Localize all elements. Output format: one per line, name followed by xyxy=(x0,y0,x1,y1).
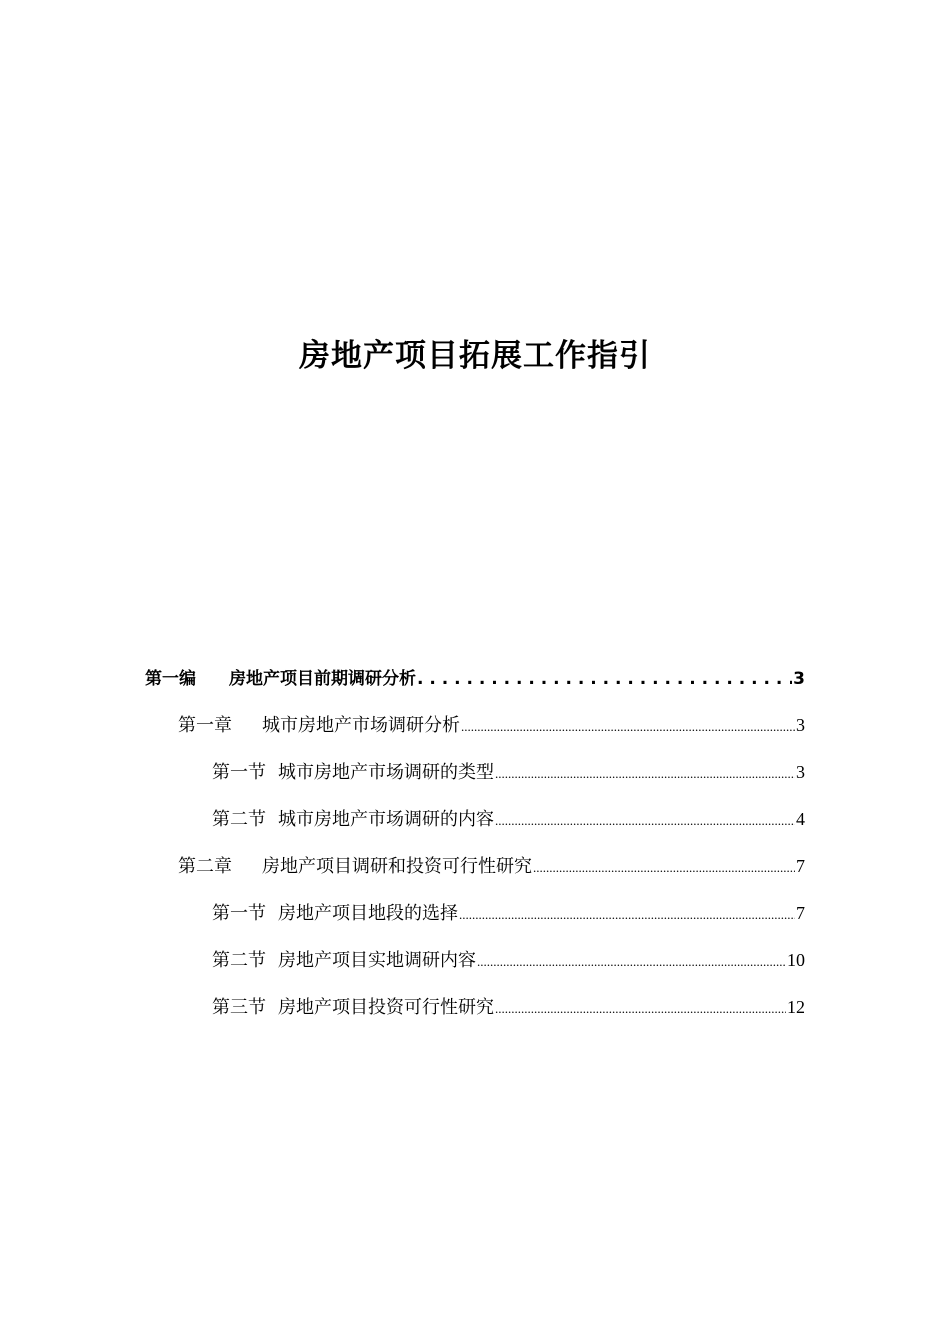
document-title: 房地产项目拓展工作指引 xyxy=(299,338,651,374)
toc-entry-title: 城市房地产市场调研分析 xyxy=(262,715,460,735)
toc-entry-number: 第一编 xyxy=(145,669,196,689)
toc-entry-title: 房地产项目地段的选择 xyxy=(278,903,458,923)
toc-entry-title: 城市房地产市场调研的类型 xyxy=(278,762,494,782)
toc-entry-number: 第一节 xyxy=(212,762,266,782)
toc-entry-number: 第三节 xyxy=(212,997,266,1017)
toc-dot-leader xyxy=(477,950,786,971)
toc-entry-number: 第二节 xyxy=(212,809,266,829)
toc-entry-chapter-2[interactable] xyxy=(178,852,805,882)
toc-entry-part-1[interactable] xyxy=(145,664,805,694)
toc-dot-leader xyxy=(461,715,795,736)
toc-entry-number: 第一节 xyxy=(212,903,266,923)
toc-dot-leader xyxy=(495,809,795,830)
toc-entry-chapter-1[interactable] xyxy=(178,711,805,741)
toc-entry-title: 城市房地产市场调研的内容 xyxy=(278,809,494,829)
toc-dot-leader xyxy=(495,762,795,783)
toc-entry-section-2-1[interactable] xyxy=(212,899,805,929)
toc-entry-title: 房地产项目投资可行性研究 xyxy=(278,997,494,1017)
toc-entry-number: 第一章 xyxy=(178,715,232,735)
toc-entry-number: 第二章 xyxy=(178,856,232,876)
toc-entry-page: 12 xyxy=(787,997,805,1017)
toc-entry-section-2-3[interactable] xyxy=(212,993,805,1023)
toc-entry-page: 7 xyxy=(796,856,805,876)
toc-entry-title: 房地产项目实地调研内容 xyxy=(278,950,476,970)
toc-entry-section-2-2[interactable] xyxy=(212,946,805,976)
toc-dot-leader xyxy=(533,856,795,877)
toc-dot-leader xyxy=(495,997,786,1018)
toc-dot-leader xyxy=(459,903,795,924)
toc-entry-page: 4 xyxy=(796,809,805,829)
toc-entry-page: 7 xyxy=(796,903,805,923)
toc-entry-page: 3 xyxy=(796,715,805,735)
toc-entry-section-1-1[interactable] xyxy=(212,758,805,788)
toc-entry-page: 10 xyxy=(787,950,805,970)
toc-entry-number: 第二节 xyxy=(212,950,266,970)
toc-dot-leader xyxy=(417,669,792,689)
toc-entry-section-1-2[interactable] xyxy=(212,805,805,835)
toc-entry-title: 房地产项目前期调研分析 xyxy=(229,669,416,689)
toc-entry-title: 房地产项目调研和投资可行性研究 xyxy=(262,856,532,876)
toc-entry-page: 3 xyxy=(796,762,805,782)
toc-entry-page: 3 xyxy=(793,669,805,689)
